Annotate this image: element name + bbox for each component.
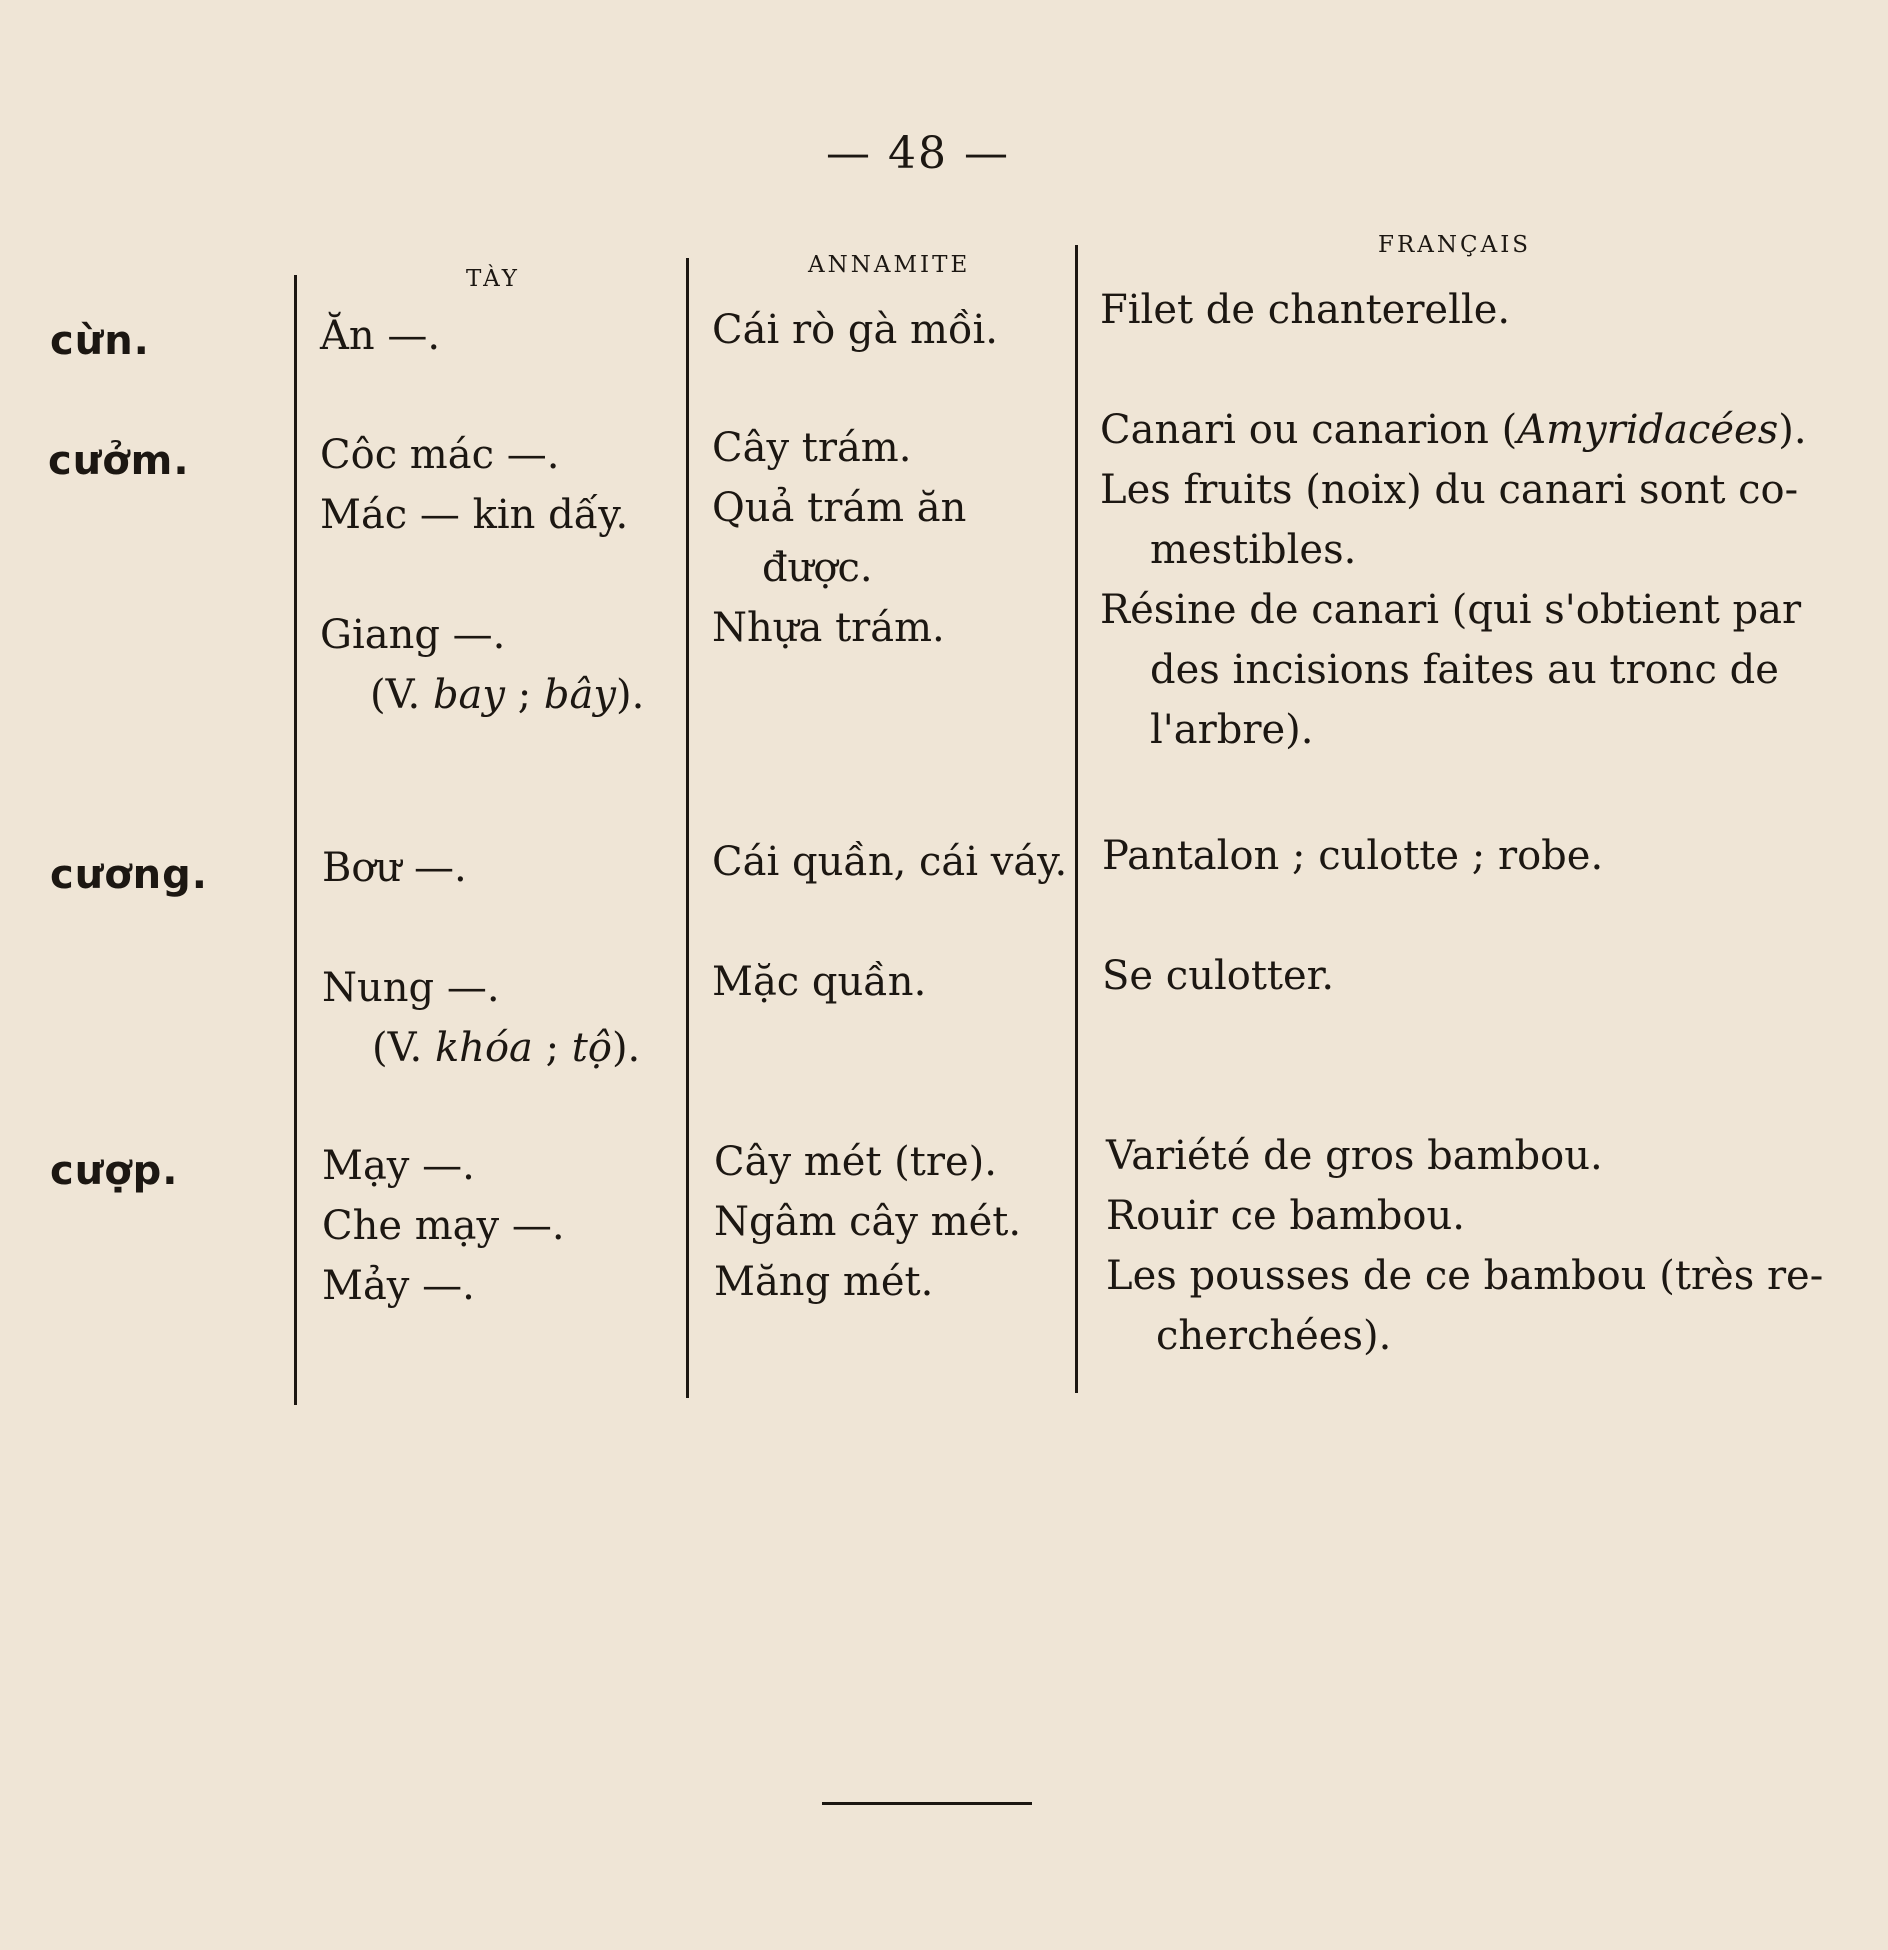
tay-line	[322, 898, 640, 958]
tay-line: Bơư —.	[322, 845, 467, 891]
francais-line: cherchées).	[1156, 1313, 1392, 1359]
tay-cell	[320, 425, 644, 725]
francais-line: l'arbre).	[1150, 707, 1314, 753]
annamite-line: Cây trám.	[712, 425, 912, 471]
francais-line	[1102, 886, 1603, 946]
tay-cell	[322, 838, 640, 1078]
tay-cross-ref: bay	[432, 672, 505, 718]
annamite-line: Nhựa trám.	[712, 605, 945, 651]
tay-line: Côc mác —.	[320, 432, 560, 478]
annamite-cell	[714, 1132, 1021, 1312]
francais-line: des incisions faites au tronc de	[1150, 647, 1779, 693]
annamite-cell	[712, 300, 998, 360]
column-rule	[1075, 245, 1078, 1393]
tay-line: Mạy —.	[322, 1143, 475, 1189]
francais-line: Canari ou canarion (Amyridacées).	[1100, 407, 1807, 453]
francais-cell	[1102, 826, 1603, 1006]
column-header-annamite: ANNAMITE	[808, 252, 971, 278]
tay-line: Che mạy —.	[322, 1203, 565, 1249]
annamite-line: được.	[762, 545, 873, 591]
tay-cell	[322, 1136, 565, 1316]
francais-line: Les fruits (noix) du canari sont co-	[1100, 467, 1799, 513]
annamite-line	[712, 892, 1067, 952]
annamite-cell	[712, 418, 966, 658]
annamite-line: Quả trám ăn	[712, 485, 967, 531]
annamite-cell	[712, 832, 1067, 1012]
francais-cell	[1100, 280, 1510, 340]
tay-cross-ref: khóa	[434, 1025, 533, 1071]
tay-cross-ref: tộ	[571, 1025, 612, 1071]
tay-line: (V. khóa ; tộ).	[372, 1025, 641, 1071]
tay-cross-ref: bây	[543, 672, 616, 718]
tay-line: Mác — kin dấy.	[320, 492, 629, 538]
annamite-line: Cái rò gà mồi.	[712, 307, 998, 353]
headword: cừn.	[50, 318, 150, 364]
annamite-line: Mặc quần.	[712, 959, 927, 1005]
francais-line: Rouir ce bambou.	[1106, 1193, 1465, 1239]
francais-cell	[1106, 1126, 1823, 1366]
francais-line: Pantalon ; culotte ; robe.	[1102, 833, 1604, 879]
tay-line: (V. bay ; bây).	[370, 672, 645, 718]
francais-line: Filet de chanterelle.	[1100, 287, 1511, 333]
tay-cell	[320, 306, 440, 366]
column-rule	[686, 258, 689, 1398]
tay-line	[320, 545, 644, 605]
annamite-line: Cái quần, cái váy.	[712, 839, 1068, 885]
page-number: — 48 —	[826, 128, 1010, 179]
francais-line: Se culotter.	[1102, 953, 1335, 999]
headword: cương.	[50, 852, 208, 898]
annamite-line: Măng mét.	[714, 1259, 934, 1305]
annamite-line: Ngâm cây mét.	[714, 1199, 1022, 1245]
francais-cell	[1100, 400, 1807, 760]
column-header-tay: TÀY	[466, 266, 520, 292]
francais-line: mestibles.	[1150, 527, 1357, 573]
francais-line: Les pousses de ce bambou (très re-	[1106, 1253, 1824, 1299]
tay-line: Mảy —.	[322, 1263, 475, 1309]
tay-line: Giang —.	[320, 612, 506, 658]
column-header-francais: FRANÇAIS	[1378, 232, 1532, 258]
francais-line: Variété de gros bambou.	[1106, 1133, 1603, 1179]
column-rule	[294, 275, 297, 1405]
annamite-line: Cây mét (tre).	[714, 1139, 997, 1185]
tay-line: Nung —.	[322, 965, 500, 1011]
italic-term: Amyridacées	[1517, 407, 1779, 453]
francais-line: Résine de canari (qui s'obtient par	[1100, 587, 1802, 633]
tay-line: Ăn —.	[320, 313, 441, 359]
end-rule	[822, 1802, 1032, 1805]
headword: cượp.	[50, 1148, 179, 1194]
headword: cưởm.	[48, 438, 190, 484]
